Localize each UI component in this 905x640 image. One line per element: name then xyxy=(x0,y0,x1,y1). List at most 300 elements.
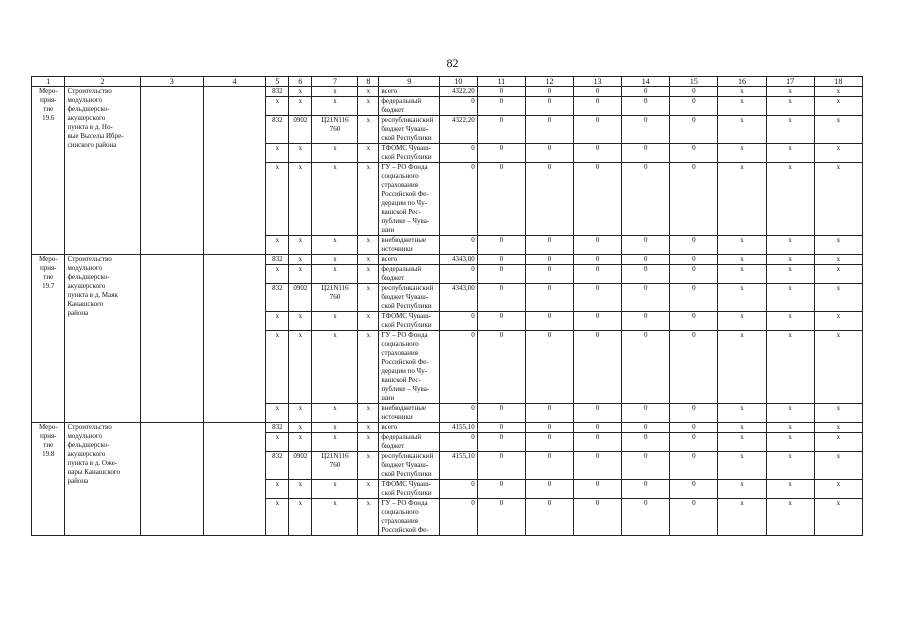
grbs-code: х xyxy=(266,480,289,499)
year-value: х xyxy=(766,284,814,312)
year-value: х xyxy=(718,87,766,97)
funding-source-line: страхования xyxy=(381,181,419,189)
funding-source-line: республиканский xyxy=(381,284,434,292)
grbs-code: х xyxy=(266,144,289,163)
grbs-code: х xyxy=(266,236,289,255)
year-value: х xyxy=(718,452,766,480)
funding-source-line: страхования xyxy=(381,349,419,357)
funding-source xyxy=(379,433,440,452)
funding-source-line: республиканский xyxy=(381,116,434,124)
funding-source-line: всего xyxy=(381,87,398,95)
description-line: пункта в д. Маяк xyxy=(67,291,118,299)
funding-source-line: Российской Фе- xyxy=(381,190,429,198)
table-row xyxy=(32,87,863,97)
funding-source-line: страхования xyxy=(381,517,419,525)
funding-source-line: бюджет xyxy=(381,442,405,450)
funding-source-line: ГУ – РО Фонда xyxy=(381,499,428,507)
description-line: акушерского xyxy=(67,450,106,458)
year-value: х xyxy=(814,423,862,433)
amount-total: 0 xyxy=(440,312,478,331)
year-value: 0 xyxy=(622,163,670,236)
year-value: х xyxy=(766,144,814,163)
funding-source xyxy=(379,480,440,499)
expense-group-code: х xyxy=(358,97,379,116)
year-value: 0 xyxy=(574,499,622,536)
funding-source-line: бюджет Чуваш- xyxy=(381,293,429,301)
year-value: 0 xyxy=(622,87,670,97)
amount-total: 0 xyxy=(440,331,478,404)
measure-label-line: прия- xyxy=(39,96,57,104)
funding-source xyxy=(379,116,440,144)
funding-source xyxy=(379,499,440,536)
description-line: района xyxy=(67,309,89,317)
year-value: 0 xyxy=(574,97,622,116)
section-code: х xyxy=(289,265,312,284)
description-line: вые Выселы Ибре- xyxy=(67,132,124,140)
year-value: 0 xyxy=(477,423,525,433)
year-value: 0 xyxy=(622,265,670,284)
year-value: 0 xyxy=(574,265,622,284)
year-value: 0 xyxy=(574,284,622,312)
year-value: 0 xyxy=(574,87,622,97)
column-number-9: 9 xyxy=(379,77,440,87)
section-code: х xyxy=(289,423,312,433)
year-value: 0 xyxy=(477,312,525,331)
section-code: х xyxy=(289,331,312,404)
year-value: 0 xyxy=(477,116,525,144)
target-article-suffix: 760 xyxy=(329,293,341,301)
year-value: 0 xyxy=(670,452,718,480)
amount-total: 0 xyxy=(440,97,478,116)
year-value: 0 xyxy=(477,87,525,97)
year-value: 0 xyxy=(525,423,573,433)
column-number-8: 8 xyxy=(358,77,379,87)
year-value: 0 xyxy=(477,404,525,423)
amount-total: 0 xyxy=(440,480,478,499)
amount-total: 0 xyxy=(440,163,478,236)
year-value: х xyxy=(718,163,766,236)
funding-source-line: бюджет xyxy=(381,274,405,282)
year-value: 0 xyxy=(477,480,525,499)
funding-source-line: публике – Чува- xyxy=(381,385,430,393)
funding-source-line: республиканский xyxy=(381,452,434,460)
year-value: х xyxy=(718,423,766,433)
measure-label-line: тие xyxy=(43,273,54,281)
year-value: 0 xyxy=(622,452,670,480)
target-article-code xyxy=(312,404,358,423)
year-value: х xyxy=(766,163,814,236)
responsible-executor xyxy=(140,87,203,255)
grbs-code: х xyxy=(266,331,289,404)
year-value: 0 xyxy=(574,312,622,331)
participants xyxy=(203,255,266,423)
target-article-code xyxy=(312,433,358,452)
year-value: х xyxy=(718,97,766,116)
year-value: х xyxy=(766,265,814,284)
expense-group-code: х xyxy=(358,163,379,236)
expense-group-code: х xyxy=(358,499,379,536)
amount-total: 4343,00 xyxy=(440,255,478,265)
description-line: синского района xyxy=(67,141,117,149)
year-value: 0 xyxy=(670,284,718,312)
year-value: х xyxy=(766,116,814,144)
grbs-code: х xyxy=(266,312,289,331)
measure-label-line: прия- xyxy=(39,432,57,440)
target-article-code xyxy=(312,284,358,312)
target-article-value: х xyxy=(333,255,337,263)
year-value: х xyxy=(766,433,814,452)
description-line: пункта в д. Но- xyxy=(67,123,113,131)
year-value: 0 xyxy=(670,312,718,331)
target-article-code xyxy=(312,116,358,144)
year-value: 0 xyxy=(525,433,573,452)
grbs-code: 832 xyxy=(266,452,289,480)
year-value: х xyxy=(814,236,862,255)
year-value: х xyxy=(718,116,766,144)
target-article-code xyxy=(312,499,358,536)
target-article-value: х xyxy=(333,87,337,95)
description-line: акушерского xyxy=(67,282,106,290)
year-value: 0 xyxy=(574,116,622,144)
funding-source-line: социального xyxy=(381,340,419,348)
funding-source xyxy=(379,255,440,265)
funding-source xyxy=(379,163,440,236)
funding-source-line: публике – Чува- xyxy=(381,217,430,225)
year-value: х xyxy=(718,433,766,452)
amount-total: 4322,20 xyxy=(440,116,478,144)
target-article-code xyxy=(312,423,358,433)
grbs-code: х xyxy=(266,265,289,284)
year-value: 0 xyxy=(574,255,622,265)
year-value: х xyxy=(766,480,814,499)
description-line: нары Канашского xyxy=(67,468,121,476)
target-article-value: х xyxy=(333,433,337,441)
year-value: 0 xyxy=(622,331,670,404)
funding-source-line: ТФОМС Чуваш- xyxy=(381,312,431,320)
funding-source-line: внебюджетные xyxy=(381,236,427,244)
year-value: х xyxy=(814,255,862,265)
year-value: 0 xyxy=(574,452,622,480)
column-number-10: 10 xyxy=(440,77,478,87)
year-value: х xyxy=(814,452,862,480)
funding-source xyxy=(379,331,440,404)
funding-source xyxy=(379,236,440,255)
target-article-value: х xyxy=(333,331,337,339)
target-article-suffix: 760 xyxy=(329,461,341,469)
year-value: 0 xyxy=(525,97,573,116)
funding-source-line: внебюджетные xyxy=(381,404,427,412)
funding-source-line: бюджет Чуваш- xyxy=(381,125,429,133)
target-article-code xyxy=(312,87,358,97)
amount-total: 4343,00 xyxy=(440,284,478,312)
column-number-4: 4 xyxy=(203,77,266,87)
year-value: х xyxy=(718,480,766,499)
measure-description xyxy=(65,87,140,255)
year-value: х xyxy=(766,97,814,116)
funding-source-line: социального xyxy=(381,172,419,180)
section-code: х xyxy=(289,97,312,116)
expense-group-code: х xyxy=(358,480,379,499)
budget-table xyxy=(31,76,863,536)
column-number-3: 3 xyxy=(140,77,203,87)
year-value: 0 xyxy=(670,480,718,499)
page-number: 82 xyxy=(446,56,459,70)
year-value: 0 xyxy=(670,265,718,284)
expense-group-code: х xyxy=(358,236,379,255)
funding-source-line: дерации по Чу- xyxy=(381,367,428,375)
grbs-code: х xyxy=(266,163,289,236)
participants xyxy=(203,423,266,536)
amount-total: 0 xyxy=(440,499,478,536)
year-value: 0 xyxy=(477,144,525,163)
year-value: 0 xyxy=(574,144,622,163)
section-code: х xyxy=(289,236,312,255)
target-article-value: Ц21N116 xyxy=(321,116,349,124)
expense-group-code: х xyxy=(358,423,379,433)
year-value: х xyxy=(766,87,814,97)
measure-label-line: Меро- xyxy=(38,87,58,95)
funding-source-line: федеральный xyxy=(381,265,422,273)
responsible-executor xyxy=(140,423,203,536)
table-body xyxy=(32,77,863,536)
expense-group-code: х xyxy=(358,255,379,265)
year-value: 0 xyxy=(574,480,622,499)
year-value: х xyxy=(814,499,862,536)
year-value: х xyxy=(766,331,814,404)
year-value: 0 xyxy=(525,116,573,144)
year-value: х xyxy=(814,331,862,404)
funding-source-line: Российской Фе- xyxy=(381,358,429,366)
measure-label-line: 19.8 xyxy=(42,450,55,458)
description-line: Строительство xyxy=(67,423,112,431)
target-article-code xyxy=(312,312,358,331)
year-value: 0 xyxy=(477,499,525,536)
target-article-value: х xyxy=(333,97,337,105)
description-line: Строительство xyxy=(67,255,112,263)
funding-source xyxy=(379,423,440,433)
year-value: 0 xyxy=(622,499,670,536)
description-line: фельдшерско- xyxy=(67,105,110,113)
year-value: 0 xyxy=(622,97,670,116)
funding-source-line: бюджет xyxy=(381,106,405,114)
description-line: фельдшерско- xyxy=(67,441,110,449)
year-value: х xyxy=(814,284,862,312)
year-value: х xyxy=(814,87,862,97)
year-value: 0 xyxy=(622,116,670,144)
column-number-1: 1 xyxy=(32,77,65,87)
description-line: пункта в д. Оже- xyxy=(67,459,118,467)
year-value: х xyxy=(766,499,814,536)
measure-number xyxy=(32,255,65,423)
target-article-value: х xyxy=(333,163,337,171)
column-number-6: 6 xyxy=(289,77,312,87)
target-article-value: Ц21N116 xyxy=(321,284,349,292)
target-article-code xyxy=(312,480,358,499)
year-value: х xyxy=(814,312,862,331)
target-article-value: Ц21N116 xyxy=(321,452,349,460)
funding-source-line: социального xyxy=(381,508,419,516)
year-value: 0 xyxy=(622,433,670,452)
funding-source-line: ской Республики xyxy=(381,153,432,161)
amount-total: 0 xyxy=(440,433,478,452)
measure-label-line: тие xyxy=(43,105,54,113)
description-line: модульного xyxy=(67,96,103,104)
measure-label-line: прия- xyxy=(39,264,57,272)
column-number-16: 16 xyxy=(718,77,766,87)
measure-description xyxy=(65,255,140,423)
year-value: х xyxy=(766,236,814,255)
grbs-code: х xyxy=(266,433,289,452)
measure-label-line: Меро- xyxy=(38,255,58,263)
funding-source-line: шии xyxy=(381,394,395,402)
funding-source-line: бюджет Чуваш- xyxy=(381,461,429,469)
description-line: модульного xyxy=(67,264,103,272)
funding-source-line: ТФОМС Чуваш- xyxy=(381,144,431,152)
year-value: 0 xyxy=(622,144,670,163)
section-code: х xyxy=(289,312,312,331)
grbs-code: х xyxy=(266,499,289,536)
year-value: х xyxy=(718,284,766,312)
year-value: 0 xyxy=(477,97,525,116)
year-value: х xyxy=(718,144,766,163)
target-article-value: х xyxy=(333,404,337,412)
year-value: 0 xyxy=(525,499,573,536)
year-value: 0 xyxy=(525,236,573,255)
year-value: 0 xyxy=(525,163,573,236)
year-value: х xyxy=(814,433,862,452)
responsible-executor xyxy=(140,255,203,423)
target-article-code xyxy=(312,255,358,265)
measure-label-line: тие xyxy=(43,441,54,449)
section-code: 0902 xyxy=(289,284,312,312)
funding-source-line: ГУ – РО Фонда xyxy=(381,163,428,171)
section-code: х xyxy=(289,163,312,236)
year-value: х xyxy=(814,144,862,163)
column-number-15: 15 xyxy=(670,77,718,87)
grbs-code: 832 xyxy=(266,284,289,312)
target-article-value: х xyxy=(333,265,337,273)
expense-group-code: х xyxy=(358,144,379,163)
year-value: х xyxy=(718,499,766,536)
section-code: 0902 xyxy=(289,116,312,144)
measure-label-line: 19.7 xyxy=(42,282,55,290)
year-value: 0 xyxy=(574,331,622,404)
target-article-value: х xyxy=(333,480,337,488)
target-article-value: х xyxy=(333,499,337,507)
year-value: 0 xyxy=(525,404,573,423)
section-code: х xyxy=(289,87,312,97)
grbs-code: 832 xyxy=(266,116,289,144)
year-value: х xyxy=(814,116,862,144)
target-article-code xyxy=(312,452,358,480)
year-value: 0 xyxy=(622,480,670,499)
year-value: 0 xyxy=(622,404,670,423)
year-value: 0 xyxy=(670,97,718,116)
section-code: х xyxy=(289,480,312,499)
funding-source-line: ской Республики xyxy=(381,302,432,310)
measure-label-line: Меро- xyxy=(38,423,58,431)
description-line: Строительство xyxy=(67,87,112,95)
year-value: х xyxy=(766,404,814,423)
section-code: х xyxy=(289,144,312,163)
year-value: 0 xyxy=(525,144,573,163)
section-code: х xyxy=(289,499,312,536)
expense-group-code: х xyxy=(358,452,379,480)
year-value: 0 xyxy=(622,255,670,265)
target-article-value: х xyxy=(333,144,337,152)
funding-source-line: источники xyxy=(381,245,413,253)
expense-group-code: х xyxy=(358,116,379,144)
grbs-code: 832 xyxy=(266,87,289,97)
amount-total: 0 xyxy=(440,265,478,284)
year-value: х xyxy=(718,331,766,404)
year-value: х xyxy=(718,236,766,255)
year-value: 0 xyxy=(670,163,718,236)
expense-group-code: х xyxy=(358,404,379,423)
measure-number xyxy=(32,87,65,255)
funding-source-line: федеральный xyxy=(381,97,422,105)
column-number-12: 12 xyxy=(525,77,573,87)
grbs-code: х xyxy=(266,404,289,423)
year-value: 0 xyxy=(574,404,622,423)
funding-source-line: всего xyxy=(381,255,398,263)
year-value: 0 xyxy=(670,331,718,404)
amount-total: 4155,10 xyxy=(440,423,478,433)
funding-source xyxy=(379,452,440,480)
amount-total: 0 xyxy=(440,144,478,163)
year-value: 0 xyxy=(670,144,718,163)
funding-source-line: вашской Рес- xyxy=(381,208,421,216)
amount-total: 4155,10 xyxy=(440,452,478,480)
funding-source xyxy=(379,265,440,284)
year-value: х xyxy=(814,480,862,499)
year-value: 0 xyxy=(525,265,573,284)
funding-source xyxy=(379,312,440,331)
year-value: х xyxy=(766,312,814,331)
year-value: х xyxy=(766,423,814,433)
year-value: 0 xyxy=(525,284,573,312)
expense-group-code: х xyxy=(358,312,379,331)
year-value: 0 xyxy=(622,236,670,255)
grbs-code: 832 xyxy=(266,255,289,265)
grbs-code: х xyxy=(266,97,289,116)
funding-source xyxy=(379,87,440,97)
funding-source-line: ТФОМС Чуваш- xyxy=(381,480,431,488)
table-row xyxy=(32,423,863,433)
year-value: 0 xyxy=(670,255,718,265)
year-value: 0 xyxy=(670,423,718,433)
expense-group-code: х xyxy=(358,284,379,312)
funding-source xyxy=(379,97,440,116)
year-value: 0 xyxy=(525,480,573,499)
target-article-code xyxy=(312,97,358,116)
year-value: 0 xyxy=(477,284,525,312)
funding-source-line: шии xyxy=(381,226,395,234)
year-value: 0 xyxy=(525,452,573,480)
description-line: модульного xyxy=(67,432,103,440)
target-article-code xyxy=(312,265,358,284)
target-article-value: х xyxy=(333,236,337,244)
year-value: 0 xyxy=(670,433,718,452)
year-value: 0 xyxy=(477,163,525,236)
year-value: 0 xyxy=(525,312,573,331)
column-number-17: 17 xyxy=(766,77,814,87)
funding-source xyxy=(379,404,440,423)
measure-label-line: 19.6 xyxy=(42,114,55,122)
description-line: района xyxy=(67,477,89,485)
year-value: 0 xyxy=(477,236,525,255)
year-value: х xyxy=(718,312,766,331)
